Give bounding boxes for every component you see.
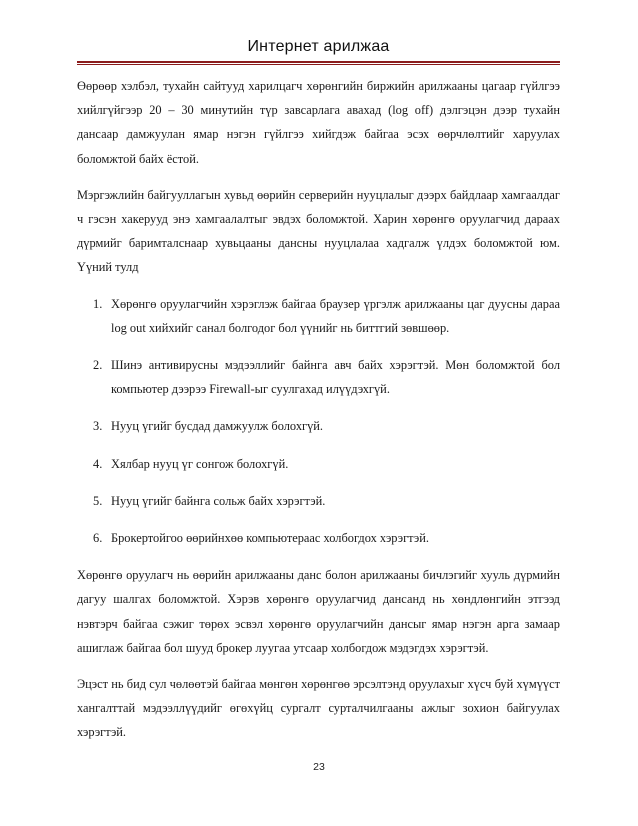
list-item-number: 1. xyxy=(93,296,103,311)
list-item xyxy=(77,489,560,513)
list-item-number: 2. xyxy=(93,358,103,373)
list-item-text: Нууц үгийг байнга сольж байх хэрэгтэй. xyxy=(111,493,326,508)
list-item-number: 6. xyxy=(93,531,103,546)
paragraph-2: Мэргэжлийн байгууллагын хувьд өөрийн серверийн нууцлалыг дээрх байдлаар хамгаалдаг ч гэсэн хакерууд энэ хамгаалалтыг эвдэх боломжтой. Харин хөрөнгө оруулагчид дараах дүрмийг баримталснаар хувьцааны дансны нууцлалаа хадгалж үлдэх боломжтой юм. Үүний тулд xyxy=(77,187,560,275)
list-item-text: Нууц үгийг бусдад дамжуулж болохгүй. xyxy=(111,419,324,434)
list-item-number: 5. xyxy=(93,493,103,508)
list-item-text: Брокертойгоо өөрийнхөө компьютераас холбогдох хэрэгтэй. xyxy=(111,531,429,546)
list-item-number: 4. xyxy=(93,456,103,471)
paragraph-3: Хөрөнгө оруулагч нь өөрийн арилжааны данс болон арилжааны бичлэгийг хууль дүрмийн дагуу шалгах боломжтой. Хэрэв хөрөнгө оруулагчид дансанд нь хөндлөнгийн этгээд нэвтэрч байгаа сэжиг төрөх эсвэл хөрөнгө оруулагчийн дансыг ямар нэгэн арга замаар ашиглаж байгаа бол шууд брокер луугаа утсаар холбогдож мэдэгдэх хэрэгтэй. xyxy=(77,568,560,655)
rules-list xyxy=(77,292,560,551)
list-item xyxy=(77,353,560,401)
header-divider xyxy=(77,61,560,63)
list-item xyxy=(77,292,560,340)
header-divider-thin xyxy=(77,64,560,65)
list-item-text: Шинэ антивирусны мэдээллийг байнга авч байх хэрэгтэй. Мөн боломжтой бол компьютер дээрээ Firewall-ыг суулгахад илүүдэхгүй. xyxy=(111,358,560,397)
list-item xyxy=(77,414,560,438)
paragraph-4: Эцэст нь бид сул чөлөөтэй байгаа мөнгөн хөрөнгөө эрсэлтэнд оруулахыг хүсч буй хүмүүст хангалттай мэдээллүүдийг өгөхүйц сургалт сурталчилгааны ажлыг зохион байгуулах хэрэгтэй. xyxy=(77,677,560,740)
page-header-title: Интернет арилжаа xyxy=(247,38,390,55)
list-item-number: 3. xyxy=(93,419,103,434)
page-number: 23 xyxy=(313,761,325,773)
list-item-text: Хялбар нууц үг сонгож болохгүй. xyxy=(111,456,289,471)
document-body xyxy=(77,74,560,757)
list-item xyxy=(77,526,560,550)
paragraph-1: Өөрөөр хэлбэл, тухайн сайтууд харилцагч хөрөнгийн биржийн арилжааны цагаар гүйлгээ хийлгүйгээр 20 – 30 минутийн түр завсарлага авахад (log off) дэлгэцэн дээр тухайн дансаар дамжуулан ямар нэгэн гүйлгээ хийгдэж байгаа эсэх өөрчлөлтийг харуулах боломжтой байх ёстой. xyxy=(77,79,560,166)
list-item xyxy=(77,452,560,476)
list-item-text: Хөрөнгө оруулагчийн хэрэглэж байгаа браузер үргэлж арилжааны цаг дуусны дараа log out хийхийг санал болгодог бол үүнийг нь биттгий зөвшөөр. xyxy=(111,296,560,335)
